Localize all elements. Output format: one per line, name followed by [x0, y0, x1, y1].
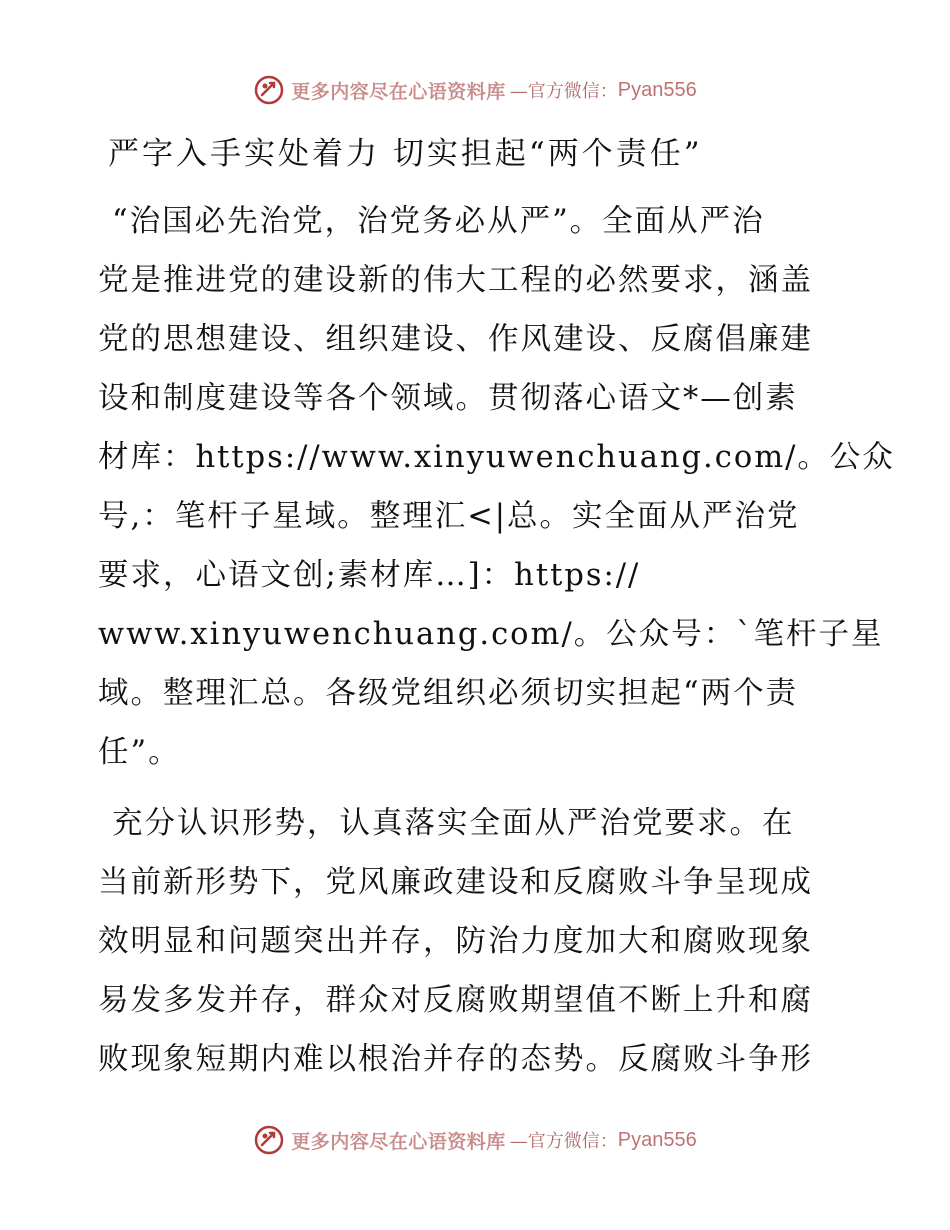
- paragraph-line: 易发多发并存，群众对反腐败期望值不断上升和腐: [98, 983, 813, 1018]
- paragraph-line: 当前新形势下，党风廉政建设和反腐败斗争呈现成: [98, 865, 813, 900]
- paragraph-line: 域。整理汇总。各级党组织必须切实担起“两个责: [98, 676, 799, 711]
- paragraph-line: 党的思想建设、组织建设、作风建设、反腐倡廉建: [98, 322, 813, 357]
- paragraph-line: 号,：笔杆子星域。整理汇<|总。实全面从严治党: [98, 499, 800, 534]
- paragraph-line: 要求，心语文创;素材库…]：https://: [98, 558, 641, 593]
- paragraph-line: 设和制度建设等各个领域。贯彻落心语文*—创素: [98, 381, 798, 416]
- paragraph-line: 败现象短期内难以根治并存的态势。反腐败斗争形: [98, 1042, 813, 1077]
- paragraph-1: [98, 192, 895, 782]
- paragraph-line: 效明显和问题突出并存，防治力度加大和腐败现象: [98, 924, 813, 959]
- brand-logo-icon: [253, 74, 285, 106]
- banner-wechat-id: Pyan556: [617, 78, 697, 101]
- paragraph-line: www.xinyuwenchuang.com/。公众号：`笔杆子星: [98, 617, 884, 652]
- paragraph-line: 任”。: [98, 735, 181, 770]
- banner-wechat-label: —官方微信：: [509, 1131, 618, 1152]
- banner-wechat-id: Pyan556: [617, 1128, 697, 1151]
- brand-logo-icon: [253, 1124, 285, 1156]
- banner-wechat-label: —官方微信：: [509, 81, 618, 102]
- header-watermark-banner: [0, 70, 950, 110]
- document-title: 严字入手实处着力 切实担起“两个责任”: [108, 136, 703, 172]
- paragraph-line: “治国必先治党，治党务必从严”。全面从严治: [112, 204, 765, 239]
- paragraph-line: 充分认识形势，认真落实全面从严治党要求。在: [112, 806, 795, 841]
- banner-site-text: 更多内容尽在心语资料库: [291, 1130, 506, 1153]
- banner-site-text: 更多内容尽在心语资料库: [291, 80, 506, 103]
- footer-watermark-banner: [0, 1120, 950, 1160]
- paragraph-line: 党是推进党的建设新的伟大工程的必然要求，涵盖: [98, 263, 813, 298]
- paragraph-line: 材库：https://www.xinyuwenchuang.com/。公众: [98, 440, 895, 475]
- paragraph-2: [98, 794, 858, 1089]
